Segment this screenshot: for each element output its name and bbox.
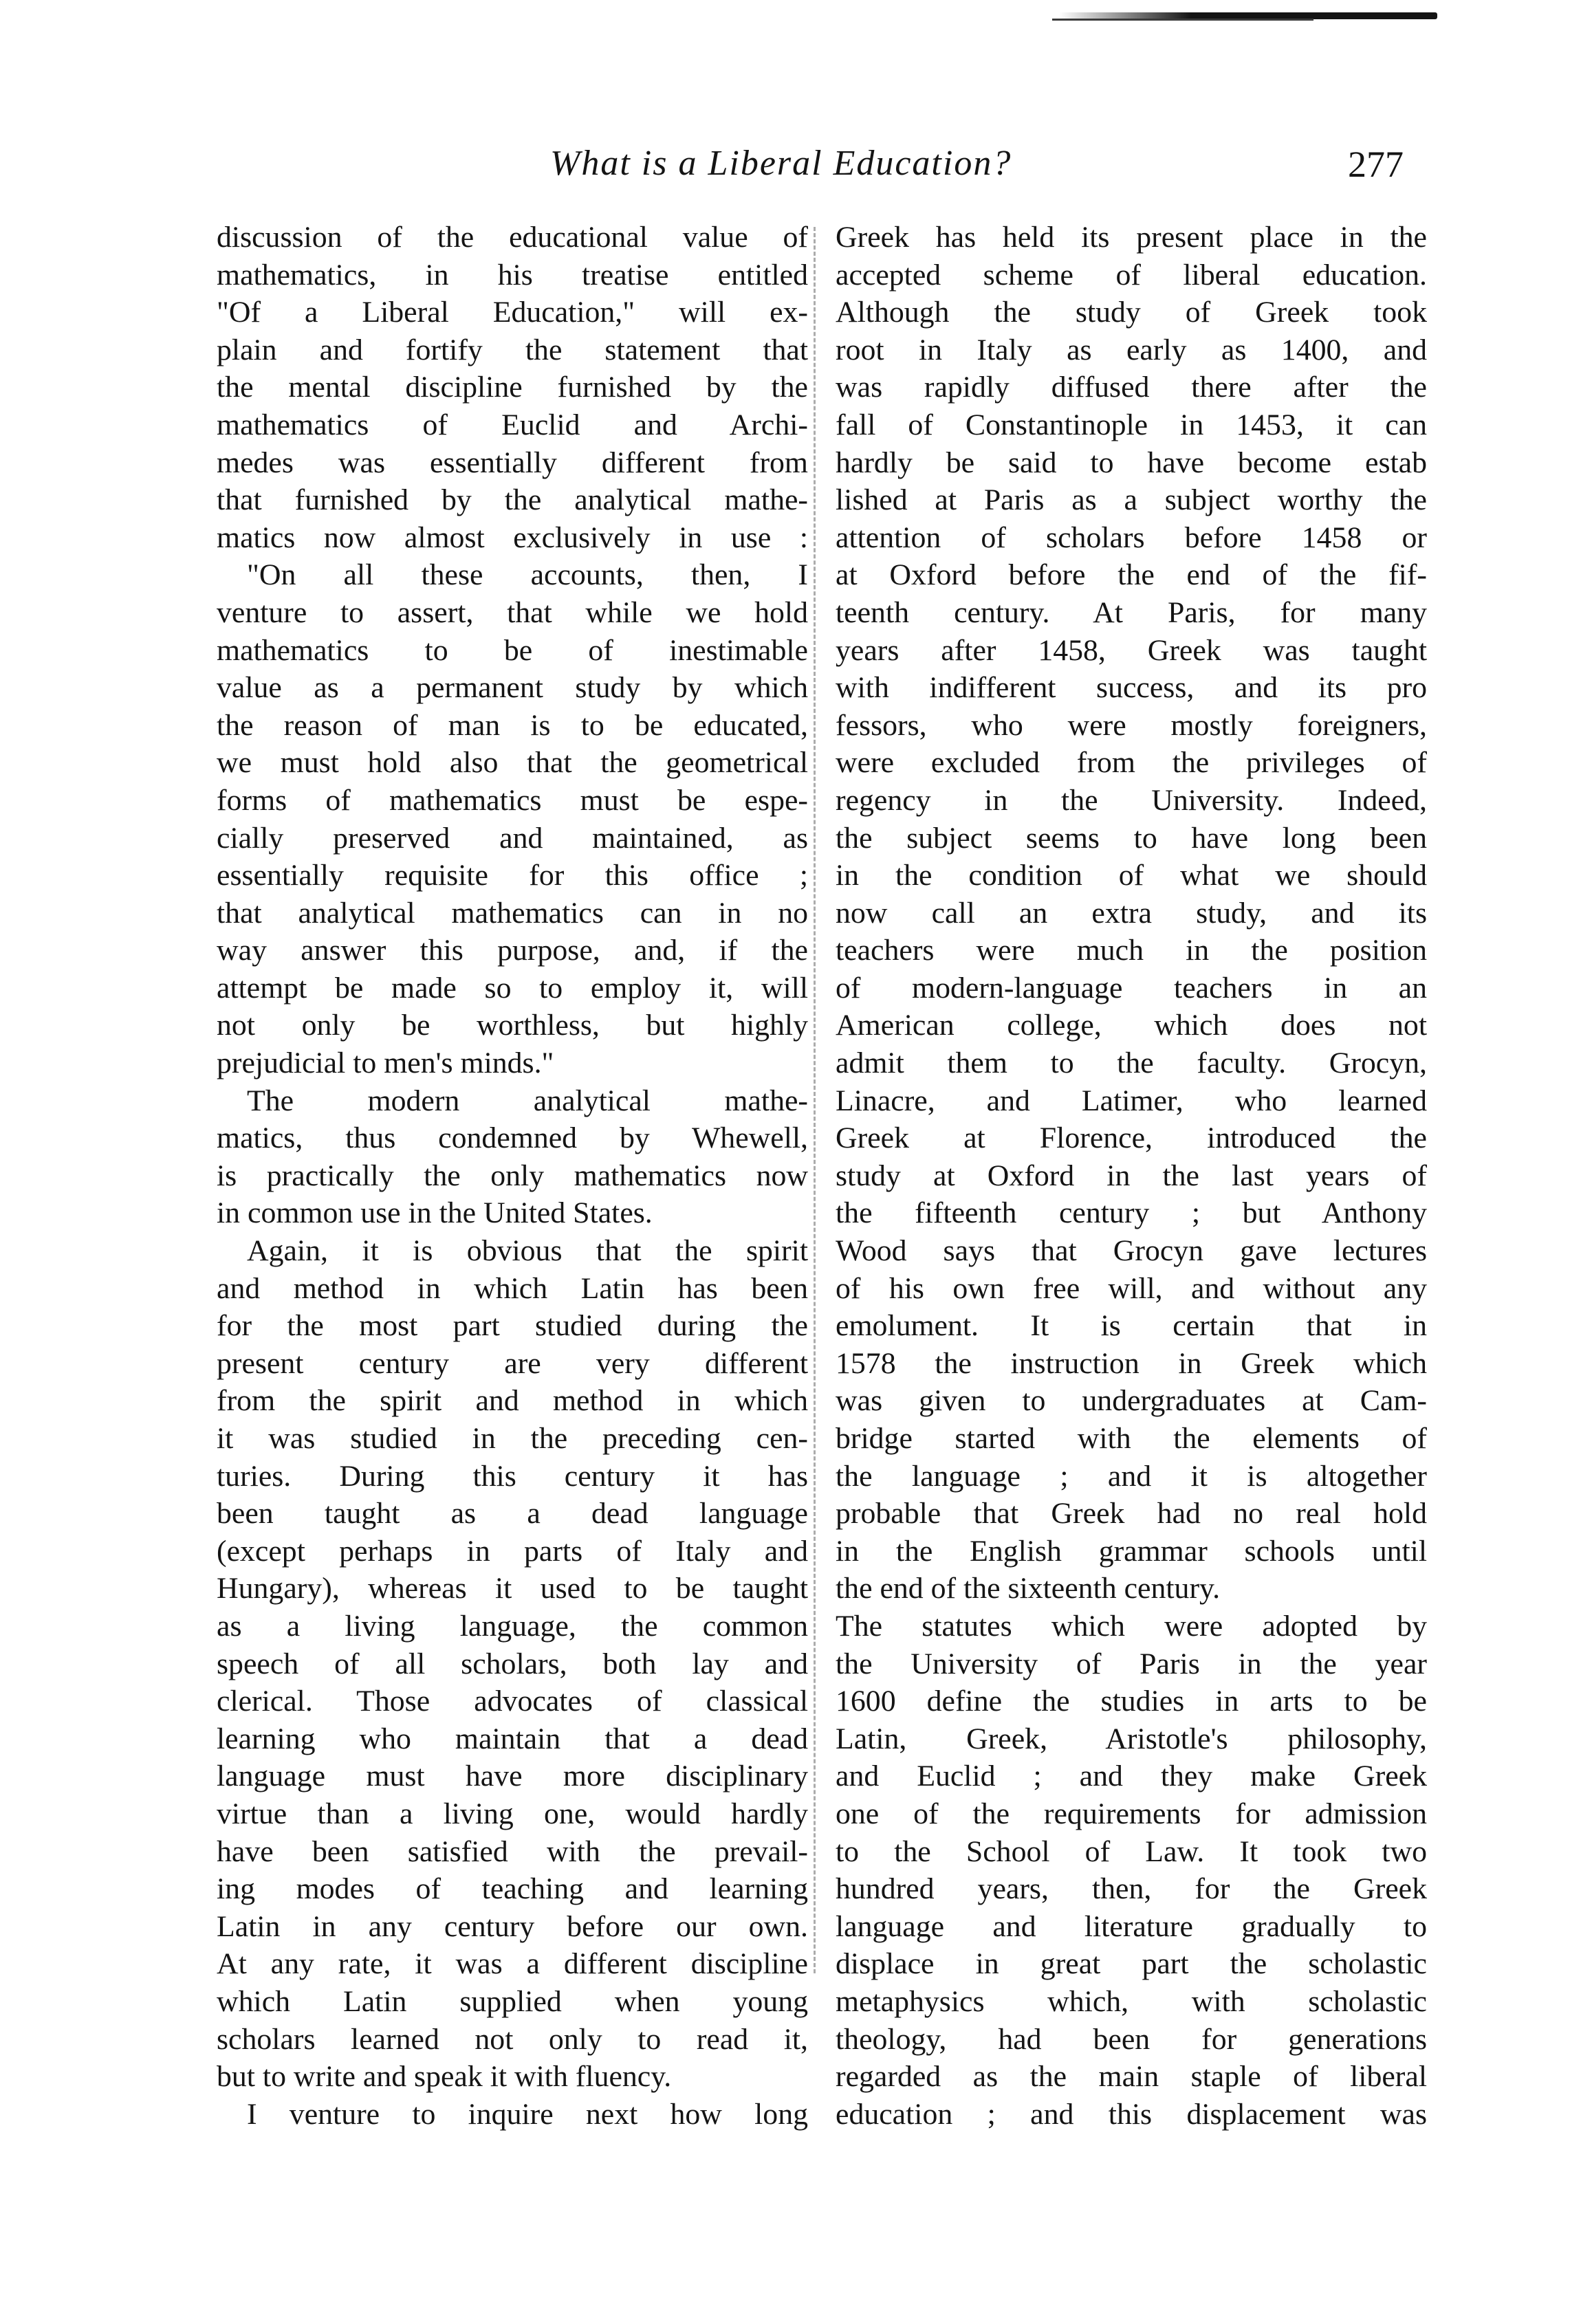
text-line: virtue than a living one, would hardly [217,1797,808,1830]
text-line: "Of a Liberal Education," will ex- [217,296,808,329]
text-line: scholars learned not only to read it, [217,2022,808,2056]
text-line: language must have more disciplinary [217,1760,808,1793]
text-line: which Latin supplied when young [217,1984,808,2018]
text-line: Greek has held its present place in the [836,221,1427,254]
text-line: attention of scholars before 1458 or [836,520,1427,554]
text-line: but to write and speak it with fluency. [217,2060,672,2094]
text-line: is practically the only mathematics now [217,1159,808,1192]
text-line: emolument. It is certain that in [836,1309,1427,1343]
text-line: Hungary), whereas it used to be taught [217,1572,808,1605]
text-line: learning who maintain that a dead [217,1722,808,1755]
text-line: lished at Paris as a subject worthy the [836,483,1427,517]
text-line: venture to assert, that while we hold [217,595,808,629]
text-line: the subject seems to have long been [836,821,1427,855]
text-line: that analytical mathematics can in no [217,896,808,930]
text-line: now call an extra study, and its [836,896,1427,930]
text-line: in the condition of what we should [836,859,1427,892]
text-line: it was studied in the preceding cen- [217,1422,808,1455]
text-line: the reason of man is to be educated, [217,708,808,742]
text-line: turies. During this century it has [217,1459,808,1493]
text-line: in common use in the United States. [217,1196,653,1230]
text-line: prejudicial to men's minds." [217,1046,554,1080]
right-column [836,219,1427,2133]
text-line: Greek at Florence, introduced the [836,1121,1427,1155]
column-divider [814,227,816,1973]
text-line: in the English grammar schools until [836,1534,1427,1568]
text-line: with indifferent success, and its pro [836,671,1427,705]
text-line: essentially requisite for this office ; [217,859,808,892]
text-line: 1578 the instruction in Greek which [836,1346,1427,1380]
text-line: American college, which does not [836,1009,1427,1042]
text-line: not only be worthless, but highly [217,1009,808,1042]
text-line: mathematics of Euclid and Archi- [217,408,808,441]
text-line: regarded as the main staple of liberal [836,2060,1427,2094]
top-rule-thin [1052,19,1313,21]
text-line: the University of Paris in the year [836,1647,1427,1680]
text-line: The statutes which were adopted by [836,1609,1427,1643]
text-line: clerical. Those advocates of classical [217,1685,808,1718]
text-line: way answer this purpose, and, if the [217,934,808,967]
text-line: present century are very different [217,1346,808,1380]
text-line: have been satisfied with the prevail- [217,1834,808,1868]
text-line: that furnished by the analytical mathe- [217,483,808,517]
text-line: theology, had been for generations [836,2022,1427,2056]
text-line: mathematics to be of inestimable [217,633,808,667]
text-line: been taught as a dead language [217,1497,808,1531]
text-line: the mental discipline furnished by the [217,371,808,404]
text-line: as a living language, the common [217,1609,808,1643]
text-line: Although the study of Greek took [836,296,1427,329]
text-line: forms of mathematics must be espe- [217,783,808,817]
text-line: (except perhaps in parts of Italy and [217,1534,808,1568]
text-line: 1600 define the studies in arts to be [836,1685,1427,1718]
text-line: fessors, who were mostly foreigners, [836,708,1427,742]
text-line: At any rate, it was a different discipline [217,1947,808,1981]
text-line: matics, thus condemned by Whewell, [217,1121,808,1155]
text-line: and Euclid ; and they make Greek [836,1760,1427,1793]
text-line: the fifteenth century ; but Anthony [836,1196,1427,1230]
text-line: The modern analytical mathe- [247,1084,808,1117]
text-line: Wood says that Grocyn gave lectures [836,1234,1427,1268]
text-line: medes was essentially different from [217,446,808,479]
text-line: admit them to the faculty. Grocyn, [836,1046,1427,1080]
text-line: Latin, Greek, Aristotle's philosophy, [836,1722,1427,1755]
text-line: plain and fortify the statement that [217,333,808,366]
text-line: education ; and this displacement was [836,2097,1427,2131]
page-number: 277 [1348,144,1404,185]
text-line: attempt be made so to employ it, will [217,971,808,1005]
text-line: matics now almost exclusively in use : [217,520,808,554]
text-line: root in Italy as early as 1400, and [836,333,1427,366]
left-column [217,219,808,2133]
page-header [0,143,1592,198]
text-line: displace in great part the scholastic [836,1947,1427,1981]
text-line: accepted scheme of liberal education. [836,258,1427,292]
text-line: one of the requirements for admission [836,1797,1427,1830]
text-line: were excluded from the privileges of [836,746,1427,780]
text-line: study at Oxford in the last years of [836,1159,1427,1192]
text-line: language and literature gradually to [836,1909,1427,1943]
text-line: discussion of the educational value of [217,221,808,254]
text-line: and method in which Latin has been [217,1271,808,1305]
text-line: years after 1458, Greek was taught [836,633,1427,667]
text-line: from the spirit and method in which [217,1384,808,1418]
text-line: hardly be said to have become estab [836,446,1427,479]
text-line: Linacre, and Latimer, who learned [836,1084,1427,1117]
text-line: metaphysics which, with scholastic [836,1984,1427,2018]
text-line: the language ; and it is altogether [836,1459,1427,1493]
text-line: value as a permanent study by which [217,671,808,705]
text-line: of his own free will, and without any [836,1271,1427,1305]
text-line: fall of Constantinople in 1453, it can [836,408,1427,441]
text-line: ing modes of teaching and learning [217,1872,808,1906]
text-line: the end of the sixteenth century. [836,1572,1221,1605]
text-line: speech of all scholars, both lay and [217,1647,808,1680]
text-line: probable that Greek had no real hold [836,1497,1427,1531]
text-line: "On all these accounts, then, I [247,558,808,592]
text-line: hundred years, then, for the Greek [836,1872,1427,1906]
text-line: teachers were much in the position [836,934,1427,967]
text-line: we must hold also that the geometrical [217,746,808,780]
text-line: mathematics, in his treatise entitled [217,258,808,292]
text-line: regency in the University. Indeed, [836,783,1427,817]
text-line: Latin in any century before our own. [217,1909,808,1943]
text-line: was given to undergraduates at Cam- [836,1384,1427,1418]
text-line: bridge started with the elements of [836,1422,1427,1455]
text-line: of modern-language teachers in an [836,971,1427,1005]
text-line: at Oxford before the end of the fif- [836,558,1427,592]
text-line: for the most part studied during the [217,1309,808,1343]
text-line: Again, it is obvious that the spirit [247,1234,808,1268]
text-line: teenth century. At Paris, for many [836,595,1427,629]
text-line: to the School of Law. It took two [836,1834,1427,1868]
text-line: was rapidly diffused there after the [836,371,1427,404]
text-line: cially preserved and maintained, as [217,821,808,855]
running-title: What is a Liberal Education? [550,144,1012,183]
text-line: I venture to inquire next how long [247,2097,808,2131]
